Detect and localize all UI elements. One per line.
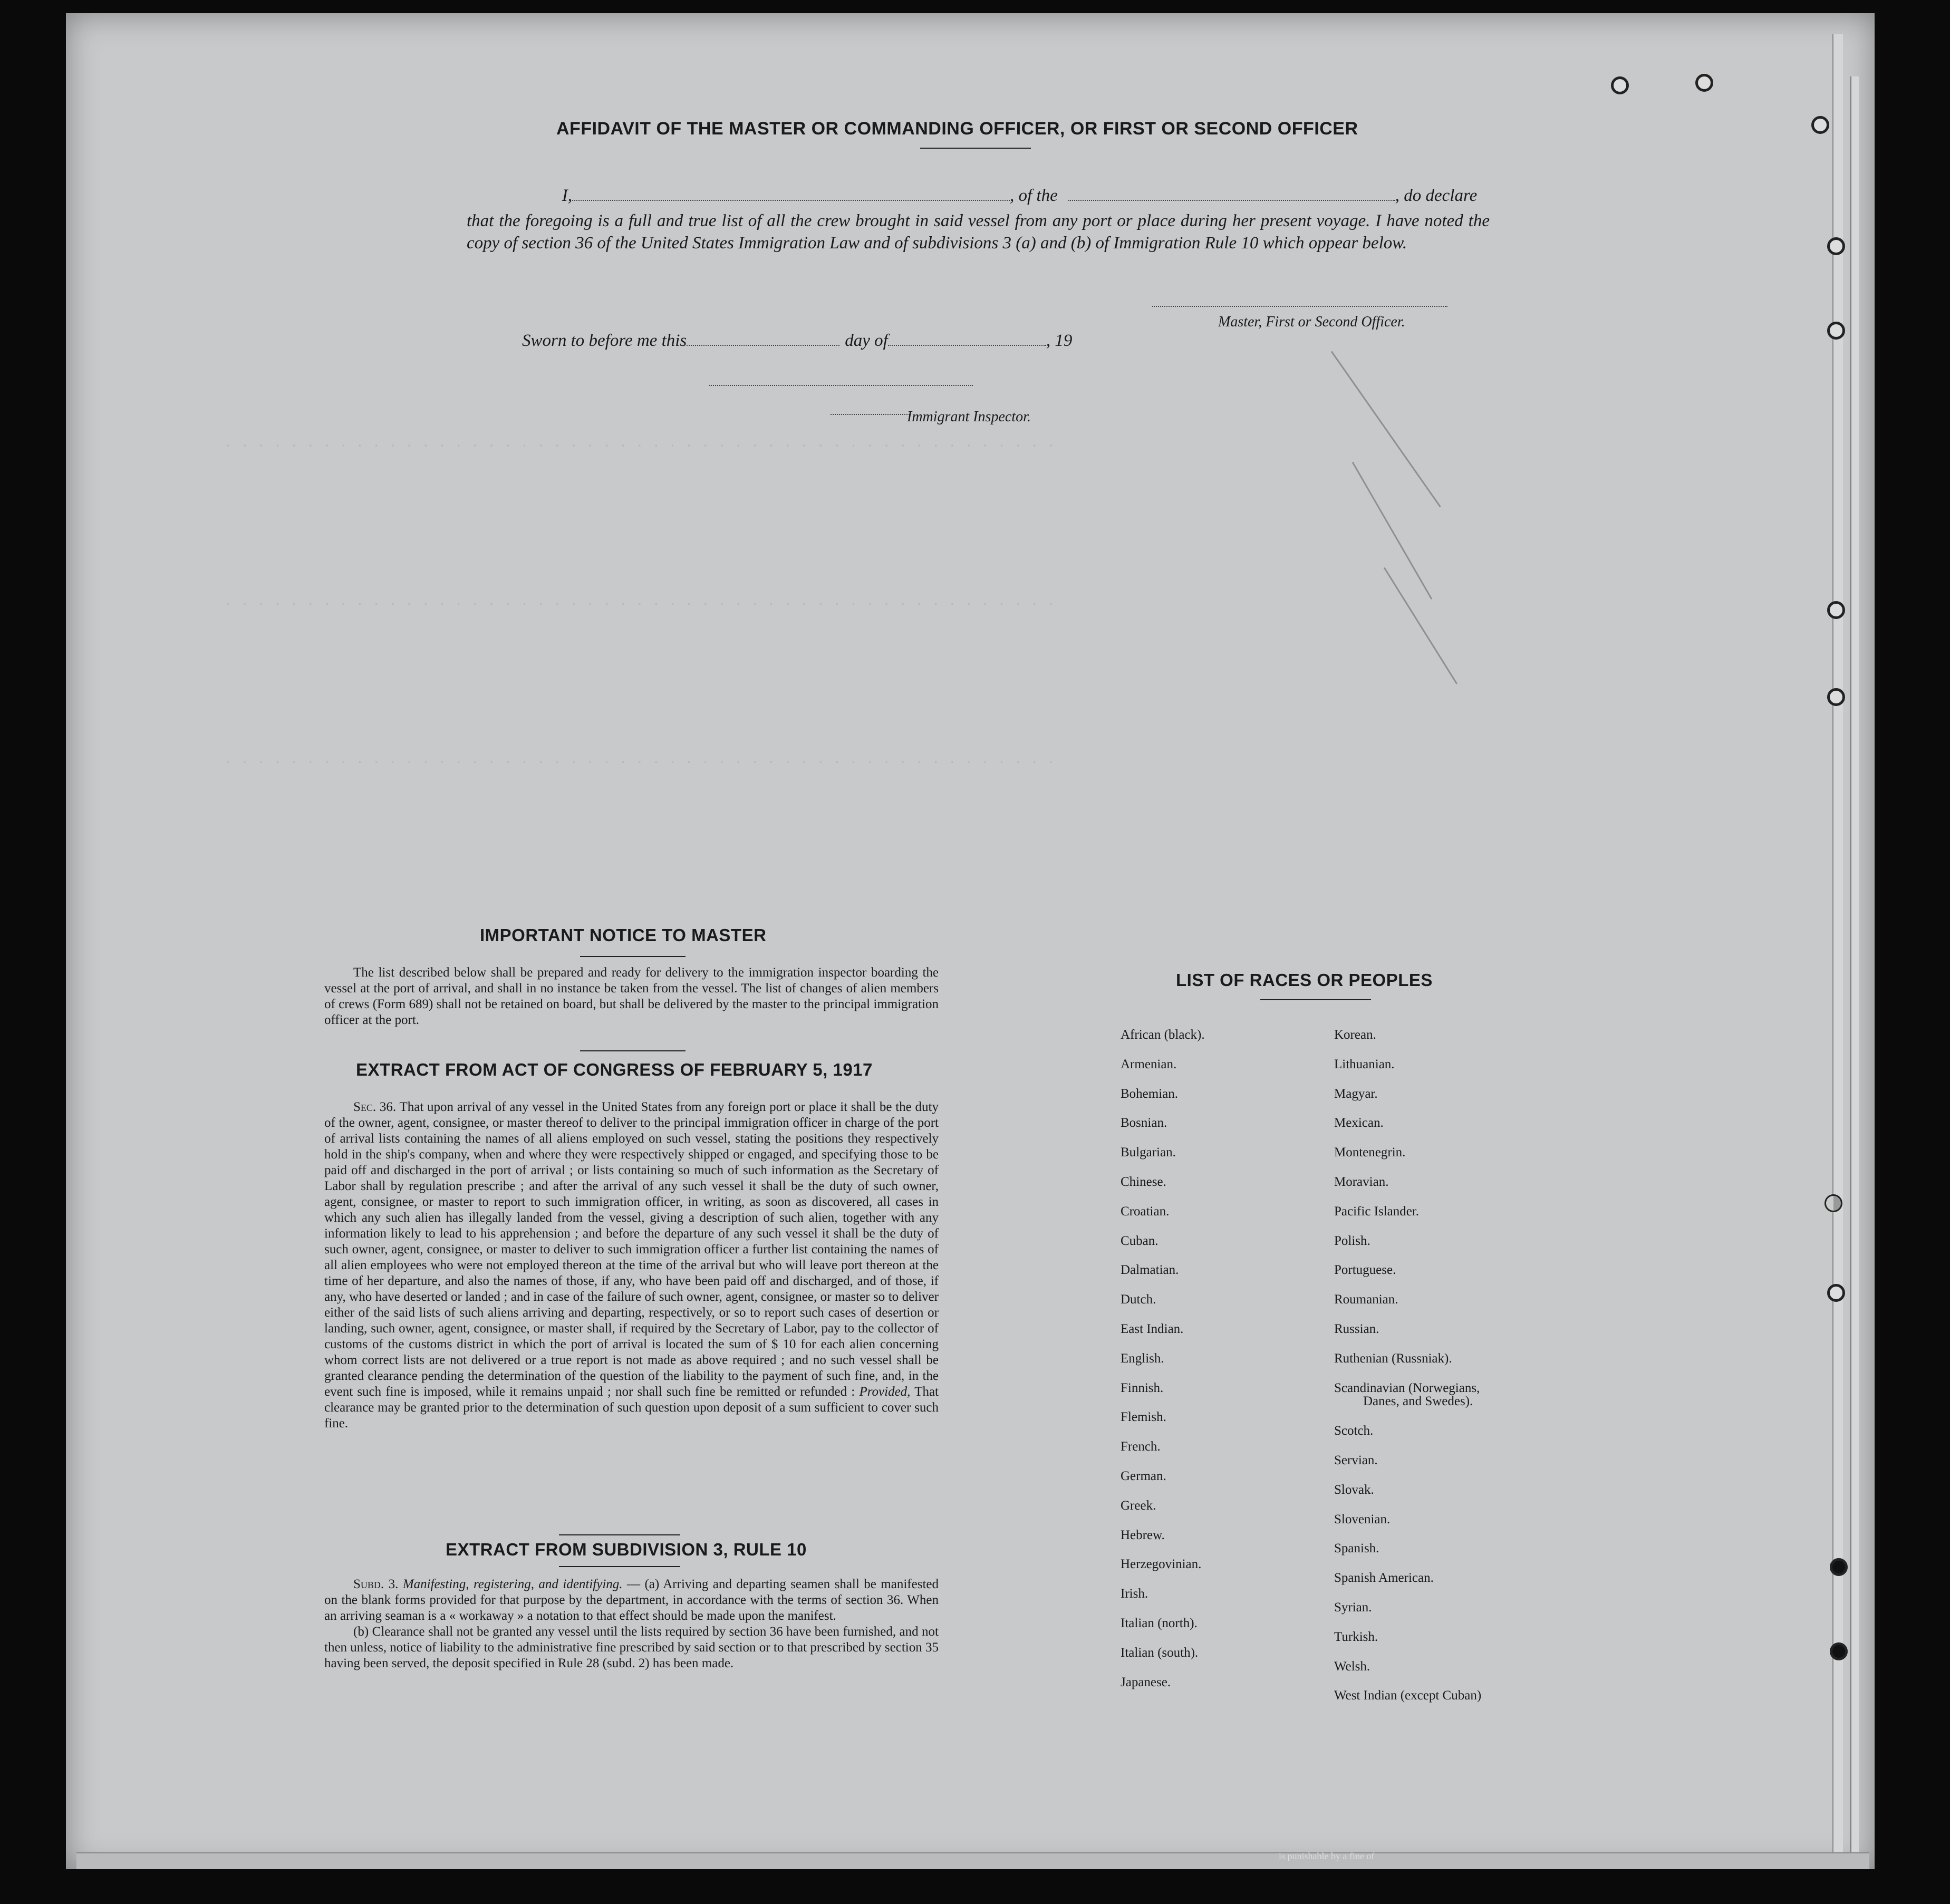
- rule-paragraph-b: [324, 1624, 939, 1671]
- race-item: Roumanian.: [1334, 1292, 1398, 1307]
- race-item: Slovak.: [1334, 1482, 1374, 1497]
- para-a-text: — (a) Arriving and departing seamen shall be manifested on the blank forms provided for that purpose by the department, in accordance with the terms of section 36. When an arriving seaman is a « workaway » a notation to that effect should be made upon the manifest.: [324, 1577, 939, 1623]
- binder-hole: [1827, 322, 1845, 340]
- page-edge: [1850, 76, 1859, 1859]
- sworn-day-label: day of: [845, 331, 888, 350]
- race-item: Japanese.: [1121, 1675, 1171, 1689]
- race-item: Dalmatian.: [1121, 1263, 1179, 1278]
- races-underline: [1260, 999, 1371, 1000]
- race-item: Montenegrin.: [1334, 1145, 1406, 1160]
- race-item: Armenian.: [1121, 1057, 1177, 1071]
- bottom-fragment-text: is punishable by a fine of: [1279, 1851, 1375, 1861]
- binder-hole: [1827, 237, 1845, 255]
- sworn-prefix: Sworn to before me this: [522, 331, 687, 350]
- page-edge: [1832, 34, 1843, 1869]
- page-edge-bottom: [76, 1852, 1869, 1869]
- race-item: Danes, and Swedes).: [1363, 1394, 1473, 1409]
- races-left-column: [1121, 1020, 1205, 1697]
- affidavit-title: AFFIDAVIT OF THE MASTER OR COMMANDING OFFICER, OR FIRST OR SECOND OFFICER: [556, 119, 1358, 139]
- title-underline: [920, 148, 1031, 149]
- race-item: Servian.: [1334, 1453, 1378, 1467]
- document-page: [66, 13, 1875, 1869]
- provided-word: Provided,: [859, 1385, 911, 1399]
- subd-label: Subd. 3.: [353, 1577, 399, 1591]
- race-item: Flemish.: [1121, 1410, 1166, 1425]
- act-extract-title: EXTRACT FROM ACT OF CONGRESS OF FEBRUARY 5, 1917: [356, 1060, 873, 1079]
- race-item: Finnish.: [1121, 1380, 1164, 1395]
- inspector-signature-line: [831, 414, 910, 415]
- race-item: Russian.: [1334, 1321, 1379, 1336]
- name-blank: [572, 186, 1010, 201]
- section-divider: [580, 1050, 686, 1051]
- race-item: Pacific Islander.: [1334, 1204, 1420, 1219]
- binder-hole: [1611, 76, 1629, 94]
- affidavit-body: [467, 185, 1542, 254]
- race-item: Polish.: [1334, 1233, 1370, 1248]
- sworn-line: [522, 330, 1072, 352]
- sec-36-label: Sec. 36.: [353, 1100, 397, 1114]
- race-item: Scotch.: [1334, 1424, 1374, 1438]
- section-divider: [559, 1534, 680, 1535]
- notice-underline: [580, 956, 686, 957]
- binder-hole: [1827, 601, 1845, 619]
- act-extract-text: [324, 1099, 939, 1432]
- race-item: Spanish.: [1334, 1541, 1379, 1556]
- race-item: Dutch.: [1121, 1292, 1156, 1307]
- notice-title: IMPORTANT NOTICE TO MASTER: [480, 925, 767, 945]
- notice-text: The list described below shall be prepared and ready for delivery to the immigration inspector boarding the vessel at the port of arrival, and shall in no instance be taken from the vessel. The list of changes of alien members of crews (Form 689) shall not be retained on board, but shall be delivered by the master to the principal immigration officer at the port.: [324, 965, 939, 1027]
- race-item: Welsh.: [1334, 1659, 1370, 1674]
- races-right-column: [1334, 1020, 1481, 1710]
- race-item: Bulgarian.: [1121, 1145, 1176, 1160]
- pencil-mark: [1331, 351, 1441, 508]
- race-item: Turkish.: [1334, 1629, 1378, 1644]
- master-signature-label: Master, First or Second Officer.: [1218, 314, 1405, 330]
- binder-hole: [1830, 1642, 1848, 1660]
- race-item: Greek.: [1121, 1498, 1156, 1513]
- race-item: Irish.: [1121, 1587, 1148, 1601]
- binder-hole: [1827, 688, 1845, 706]
- affidavit-i-label: I,: [562, 186, 572, 205]
- sec-36-text: That upon arrival of any vessel in the United States from any foreign port or place it shall be the duty of the owner, agent, consignee, or master thereof to deliver to the principal immigration officer in charge of the port of arrival lists containing the names of all aliens employed on such vessel, stating the positions they respectively hold in the ship's company, when and where they were respectively shipped or engaged, and specifying those to be paid off and discharged in the port of arrival ; or lists containing so much of such information as the Secretary of Labor shall by regulation prescribe ; and after the arrival of any such vessel it shall be the duty of such owner, agent, consignee, or master to report to such immigration officer, in writing, as soon as discovered, all cases in which any such alien has illegally landed from the vessel, giving a description of such alien, together with any information likely to lead to his apprehension ; and before the departure of any such vessel it shall be the duty of such owner, agent, consignee, or master to deliver to such immigration officer a further list containing the names of all alien employees who were not employed thereon at the time of the arrival but who will leave port thereon at the time of her departure, and also the names of those, if any, who have been paid off and discharged, and of those, if any, who have deserted or landed ; and in case of the failure of such owner, agent, consignee, or master so to deliver either of the said lists of such aliens arriving and departing, respectively, or so to report such cases of desertion or landing, such owner, agent, consignee, or master shall, if required by the Secretary of Labor, pay to the collector of customs of the customs district in which the port of arrival is located the sum of $ 10 for each alien concerning whom correct lists are not delivered or a true report is not made as above required ; and no such vessel shall be granted clearance pending the determination of the question of the liability to the payment of such fine, and, in the event such fine is imposed, while it remains unpaid ; nor shall such fine be remitted or refunded :: [324, 1100, 939, 1399]
- race-item: Bosnian.: [1121, 1116, 1167, 1130]
- race-item: Croatian.: [1121, 1204, 1170, 1219]
- race-item: Portuguese.: [1334, 1263, 1396, 1278]
- binder-hole: [1695, 74, 1713, 92]
- race-item: Cuban.: [1121, 1233, 1159, 1248]
- binder-hole: [1830, 1558, 1848, 1576]
- master-signature-line: [1152, 306, 1447, 307]
- binder-hole: [1824, 1194, 1842, 1212]
- sworn-day-blank: [687, 331, 839, 346]
- race-item: Moravian.: [1334, 1174, 1389, 1189]
- rule-paragraph-a: [324, 1577, 939, 1624]
- race-item: Magyar.: [1334, 1086, 1378, 1101]
- race-item: Italian (south).: [1121, 1645, 1199, 1660]
- race-item: African (black).: [1121, 1028, 1205, 1042]
- inspector-label: Immigrant Inspector.: [907, 409, 1031, 425]
- race-item: Slovenian.: [1334, 1512, 1391, 1526]
- affidavit-paragraph: that the foregoing is a full and true list of all the crew brought in said vessel from any port or place during her present voyage. I have noted the copy of section 36 of the United States Immigration Law and of subdivisions 3 (a) and (b) of Immigration Rule 10 which oppear below.: [467, 211, 1490, 253]
- race-item: Korean.: [1334, 1028, 1376, 1042]
- race-item: German.: [1121, 1468, 1166, 1483]
- race-item: Mexican.: [1334, 1116, 1384, 1130]
- race-item: Scandinavian (Norwegians,: [1334, 1380, 1480, 1395]
- race-item: West Indian (except Cuban): [1334, 1688, 1482, 1703]
- sworn-year-label: , 19: [1046, 331, 1073, 350]
- rule-extract-title: EXTRACT FROM SUBDIVISION 3, RULE 10: [446, 1540, 807, 1559]
- race-item: East Indian.: [1121, 1321, 1184, 1336]
- race-item: Herzegovinian.: [1121, 1557, 1202, 1572]
- race-item: Ruthenian (Russniak).: [1334, 1351, 1452, 1366]
- sworn-month-blank: [888, 331, 1046, 346]
- bleed-through-text: . . . . . . . . . . . . . . . . . . . . . . . . . . . . . . . . . . . . . . . . . . . . . . . . . . .: [224, 751, 1055, 767]
- races-title: LIST OF RACES OR PEOPLES: [1176, 970, 1433, 990]
- race-item: English.: [1121, 1351, 1164, 1366]
- binder-hole: [1811, 116, 1829, 134]
- bleed-through-text: . . . . . . . . . . . . . . . . . . . . . . . . . . . . . . . . . . . . . . . . . . . . . . . . . . .: [224, 435, 1055, 451]
- race-item: Lithuanian.: [1334, 1057, 1395, 1071]
- inspector-signature-line: [709, 385, 973, 386]
- race-item: Italian (north).: [1121, 1616, 1198, 1630]
- para-b-text: (b) Clearance shall not be granted any vessel until the lists required by section 36 have been furnished, and not then unless, notice of liability to the administrative fine prescribed by said section or to that prescribed by section 35 having been served, the deposit specified in Rule 28 (subd. 2) has been made.: [324, 1625, 939, 1670]
- pencil-mark: [1384, 567, 1457, 684]
- race-item: Spanish American.: [1334, 1571, 1434, 1586]
- affidavit-of-the-label: , of the: [1010, 186, 1058, 205]
- affidavit-declaration-line: [467, 185, 1542, 207]
- race-item: French.: [1121, 1439, 1161, 1454]
- race-item: Bohemian.: [1121, 1086, 1179, 1101]
- race-item: Syrian.: [1334, 1600, 1372, 1615]
- rule-extract-text: [324, 1577, 939, 1671]
- race-item: Hebrew.: [1121, 1528, 1165, 1542]
- affidavit-declare-label: , do declare: [1395, 186, 1478, 205]
- binder-hole: [1827, 1284, 1845, 1302]
- vessel-blank: [1068, 186, 1395, 201]
- race-item: Chinese.: [1121, 1174, 1166, 1189]
- bleed-through-text: . . . . . . . . . . . . . . . . . . . . . . . . . . . . . . . . . . . . . . . . . . . . . . . . . . .: [224, 593, 1055, 609]
- sec-36-text-end: That clearance may be granted prior to the determination of such question upon deposit of a sum sufficient to cover such fine.: [324, 1385, 939, 1431]
- subd-heading: Manifesting, registering, and identifying.: [402, 1577, 623, 1591]
- rule-title-underline: [559, 1566, 680, 1567]
